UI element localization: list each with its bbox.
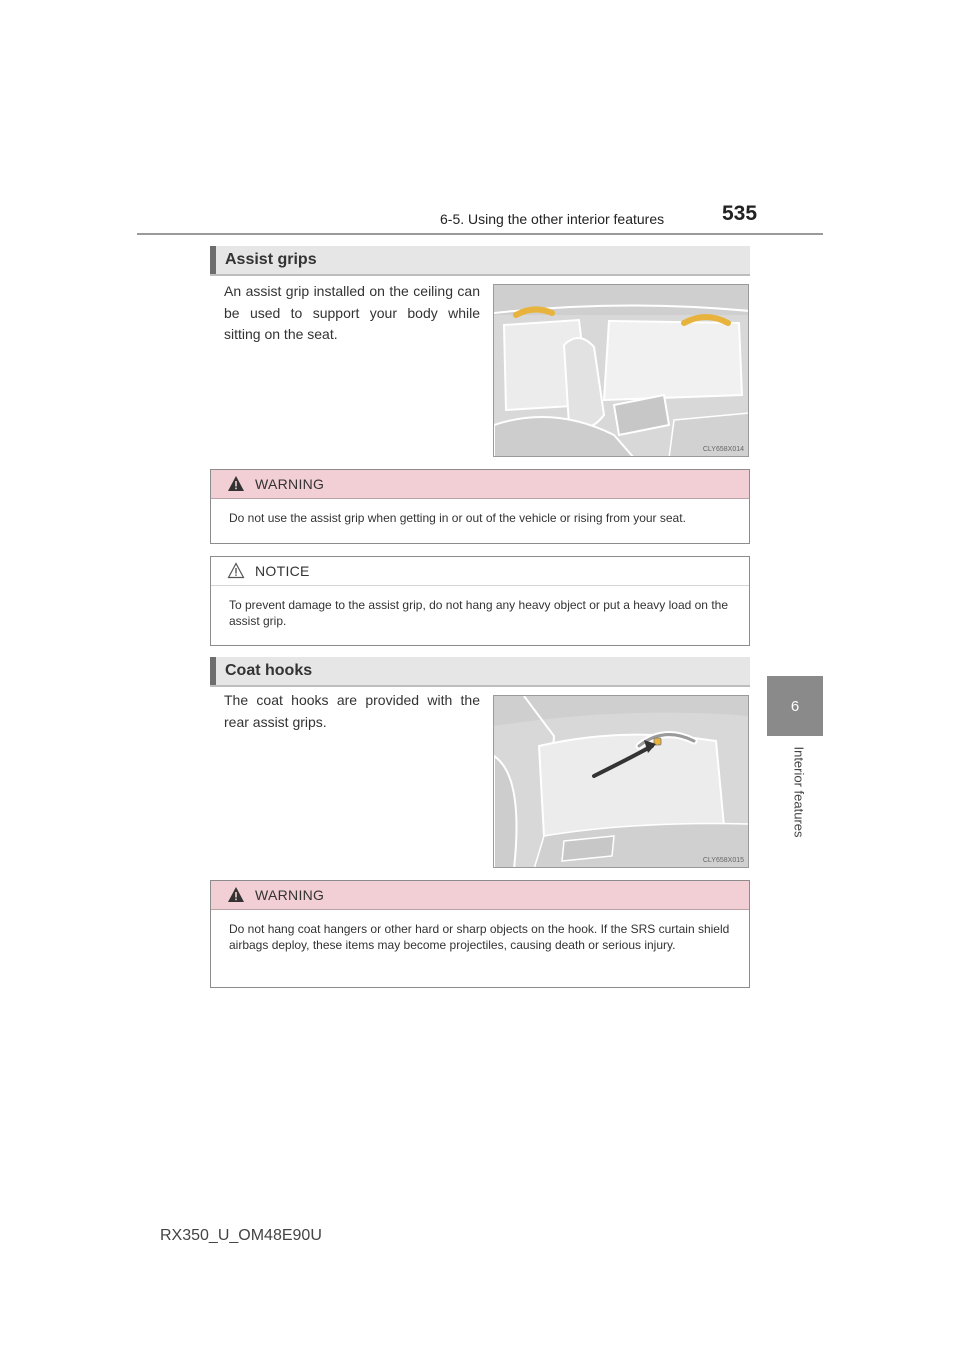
chapter-label: Interior features — [791, 746, 807, 838]
caution-triangle-icon — [227, 562, 245, 579]
warning-title: WARNING — [255, 887, 325, 903]
notice-text: To prevent damage to the assist grip, do not hang any heavy object or put a heavy load on the assist grip. — [229, 598, 728, 628]
coat-hooks-illustration — [493, 695, 749, 868]
assist-grips-heading — [210, 246, 750, 274]
header-divider — [137, 233, 823, 235]
figure-code: CLY658X014 — [702, 446, 744, 453]
page-number: 535 — [722, 202, 758, 225]
warning-box-assist-grip — [210, 469, 750, 544]
warning-title: WARNING — [255, 476, 325, 492]
coat-hooks-text: The coat hooks are provided with the rear assist grips. — [224, 692, 480, 730]
warning-header — [211, 881, 749, 910]
notice-title: NOTICE — [255, 563, 310, 579]
chapter-number: 6 — [790, 697, 800, 715]
assist-grips-underline — [210, 274, 750, 276]
section-title: 6-5. Using the other interior features — [440, 211, 665, 227]
model-code: RX350_U_OM48E90U — [160, 1227, 322, 1244]
warning-text: Do not use the assist grip when getting in or out of the vehicle or rising from your seat. — [229, 511, 686, 525]
assist-grips-text: An assist grip installed on the ceiling can be used to support your body while sitting on the seat. — [224, 283, 480, 342]
chapter-tab[interactable] — [767, 676, 823, 736]
notice-box-assist-grip — [210, 556, 750, 646]
notice-header — [211, 557, 749, 586]
warning-triangle-icon — [227, 475, 245, 492]
coat-hooks-drawing — [494, 696, 749, 868]
coat-hooks-underline — [210, 685, 750, 687]
figure-code: CLY658X015 — [702, 857, 744, 864]
assist-grips-title: Assist grips — [225, 251, 317, 268]
warning-triangle-icon — [227, 886, 245, 903]
assist-grips-illustration — [493, 284, 749, 457]
assist-grips-drawing — [494, 285, 749, 457]
warning-text: Do not hang coat hangers or other hard or sharp objects on the hook. If the SRS curtain shield airbags deploy, these items may become projectiles, causing death or serious injury. — [229, 922, 730, 952]
coat-hooks-heading — [210, 657, 750, 685]
coat-hooks-title: Coat hooks — [225, 662, 313, 679]
warning-box-coat-hooks — [210, 880, 750, 988]
warning-header — [211, 470, 749, 499]
